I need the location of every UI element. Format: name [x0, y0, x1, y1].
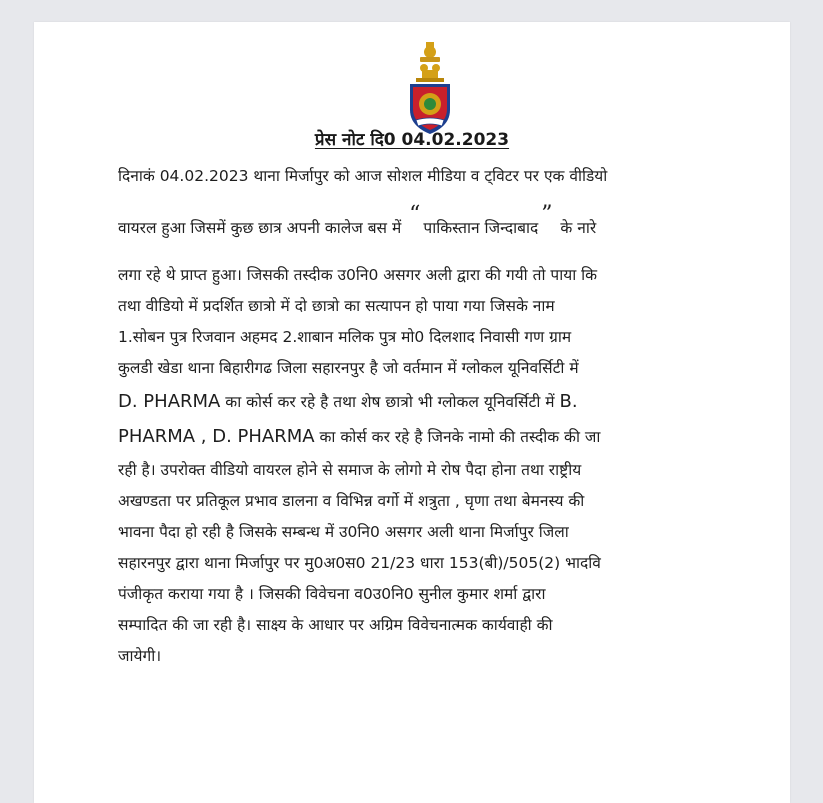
body-line: [118, 390, 578, 412]
body-line: [118, 425, 600, 447]
body-line: सहारनपुर द्वारा थाना मिर्जापुर पर मु0अ0स0 21/23 धारा 153(बी)/505(2) भादवि: [118, 554, 601, 572]
body-line: रही है। उपरोक्त वीडियो वायरल होने से समाज के लोगो मे रोष पैदा होना तथा राष्ट्रीय: [118, 461, 582, 479]
body-text: के नारे: [560, 219, 597, 237]
body-line: जायेगी।: [118, 647, 162, 665]
course-name: B.: [559, 391, 578, 412]
body-line: [118, 202, 597, 239]
body-text: का कोर्स कर रहे है जिनके नामो की तस्दीक की जा: [314, 428, 601, 446]
body-line: दिनाकं 04.02.2023 थाना मिर्जापुर को आज सोशल मीडिया व ट्विटर पर एक वीडियो: [118, 167, 608, 185]
body-line: अखण्डता पर प्रतिकूल प्रभाव डालना व विभिन्न वर्गो में शत्रुता , घृणा तथा बेमनस्य की: [118, 492, 585, 510]
page-title: प्रेस नोट दि0 04.02.2023: [314, 130, 510, 150]
body-line: पंजीकृत कराया गया है । जिसकी विवेचना व0उ0नि0 सुनील कुमार शर्मा द्वारा: [118, 585, 546, 603]
quote-close: ”: [541, 202, 553, 227]
body-line: तथा वीडियो में प्रदर्शित छात्रो में दो छात्रो का सत्यापन हो पाया गया जिसके नाम: [118, 297, 555, 315]
body-text: का कोर्स कर रहे है तथा शेष छात्रो भी ग्लोकल यूनिवर्सिटी में: [220, 393, 560, 411]
body-line: लगा रहे थे प्राप्त हुआ। जिसकी तस्दीक उ0नि0 असगर अली द्वारा की गयी तो पाया कि: [118, 266, 598, 284]
body-line: भावना पैदा हो रही है जिसके सम्बन्ध में उ0नि0 असगर अली थाना मिर्जापुर जिला: [118, 523, 569, 541]
quote-open: “: [409, 202, 421, 227]
body-line: सम्पादित की जा रही है। साक्ष्य के आधार पर अग्रिम विवेचनात्मक कार्यवाही की: [118, 616, 553, 634]
body-line: कुलडी खेडा थाना बिहारीगढ जिला सहारनपुर है जो वर्तमान में ग्लोकल यूनिवर्सिटी में: [118, 359, 579, 377]
body-line: 1.सोबन पुत्र रिजवान अहमद 2.शाबान मलिक पुत्र मो0 दिलशाद निवासी गण ग्राम: [118, 328, 572, 346]
document-page: [34, 22, 790, 803]
course-name: D. PHARMA: [118, 391, 221, 412]
course-name: PHARMA , D. PHARMA: [118, 426, 315, 447]
up-police-emblem-icon: [402, 40, 458, 140]
quoted-slogan: पाकिस्तान जिन्दाबाद: [423, 219, 539, 237]
body-text: वायरल हुआ जिसमें कुछ छात्र अपनी कालेज बस में: [118, 219, 402, 237]
